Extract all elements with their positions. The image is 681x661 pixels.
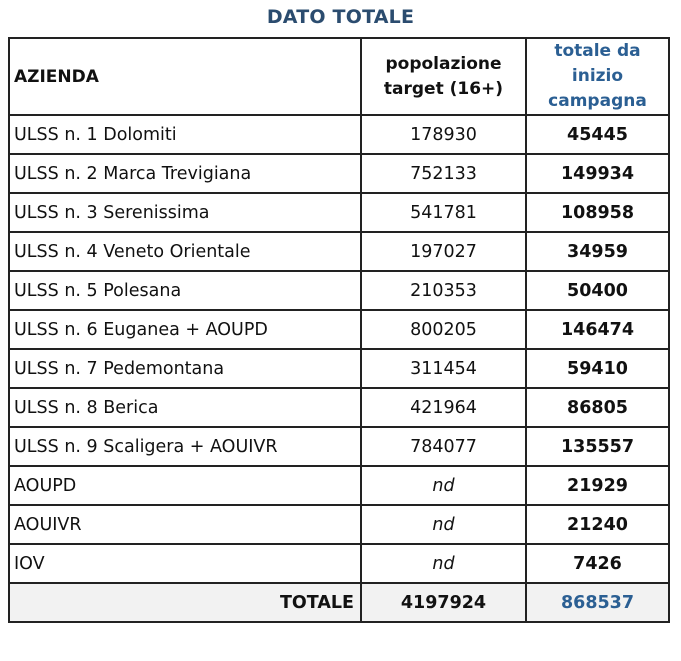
table-row [9, 193, 669, 232]
totals-population: 4197924 [361, 583, 526, 622]
row-total: 21929 [526, 466, 669, 505]
table-row [9, 505, 669, 544]
row-total: 34959 [526, 232, 669, 271]
table-row [9, 466, 669, 505]
header-azienda: AZIENDA [9, 38, 361, 115]
row-population: nd [361, 505, 526, 544]
table-row [9, 232, 669, 271]
row-total: 59410 [526, 349, 669, 388]
table-title: DATO TOTALE [266, 6, 415, 28]
header-population-line1: popolazione [385, 53, 502, 74]
row-population: 752133 [361, 154, 526, 193]
row-total: 146474 [526, 310, 669, 349]
row-total: 7426 [526, 544, 669, 583]
row-total: 108958 [526, 193, 669, 232]
row-population: 421964 [361, 388, 526, 427]
table-row [9, 349, 669, 388]
row-population: 784077 [361, 427, 526, 466]
row-population: 178930 [361, 115, 526, 154]
totals-label: TOTALE [9, 583, 361, 622]
row-population: 800205 [361, 310, 526, 349]
totals-total: 868537 [526, 583, 669, 622]
row-total: 86805 [526, 388, 669, 427]
row-population: nd [361, 544, 526, 583]
row-name: AOUIVR [9, 505, 361, 544]
row-total: 135557 [526, 427, 669, 466]
table-row [9, 544, 669, 583]
row-name: ULSS n. 4 Veneto Orientale [9, 232, 361, 271]
row-population: 311454 [361, 349, 526, 388]
header-total-line2: campagna [548, 91, 647, 111]
row-name: ULSS n. 6 Euganea + AOUPD [9, 310, 361, 349]
header-total [526, 38, 669, 115]
row-name: IOV [9, 544, 361, 583]
table-row [9, 427, 669, 466]
row-name: ULSS n. 9 Scaligera + AOUIVR [9, 427, 361, 466]
row-name: ULSS n. 3 Serenissima [9, 193, 361, 232]
table-row [9, 115, 669, 154]
table-row [9, 154, 669, 193]
header-total-line1: totale da inizio [554, 41, 641, 86]
row-name: AOUPD [9, 466, 361, 505]
row-name: ULSS n. 5 Polesana [9, 271, 361, 310]
row-population: 197027 [361, 232, 526, 271]
header-population [361, 38, 526, 115]
row-name: ULSS n. 7 Pedemontana [9, 349, 361, 388]
vaccination-table [8, 37, 670, 623]
row-population: 210353 [361, 271, 526, 310]
row-population: 541781 [361, 193, 526, 232]
totals-row [9, 583, 669, 622]
row-name: ULSS n. 8 Berica [9, 388, 361, 427]
table-row [9, 388, 669, 427]
row-total: 45445 [526, 115, 669, 154]
row-name: ULSS n. 2 Marca Trevigiana [9, 154, 361, 193]
row-total: 50400 [526, 271, 669, 310]
row-total: 21240 [526, 505, 669, 544]
row-total: 149934 [526, 154, 669, 193]
header-population-line2: target (16+) [383, 78, 504, 99]
table-row [9, 310, 669, 349]
table-row [9, 271, 669, 310]
header-row [9, 38, 669, 115]
row-population: nd [361, 466, 526, 505]
row-name: ULSS n. 1 Dolomiti [9, 115, 361, 154]
